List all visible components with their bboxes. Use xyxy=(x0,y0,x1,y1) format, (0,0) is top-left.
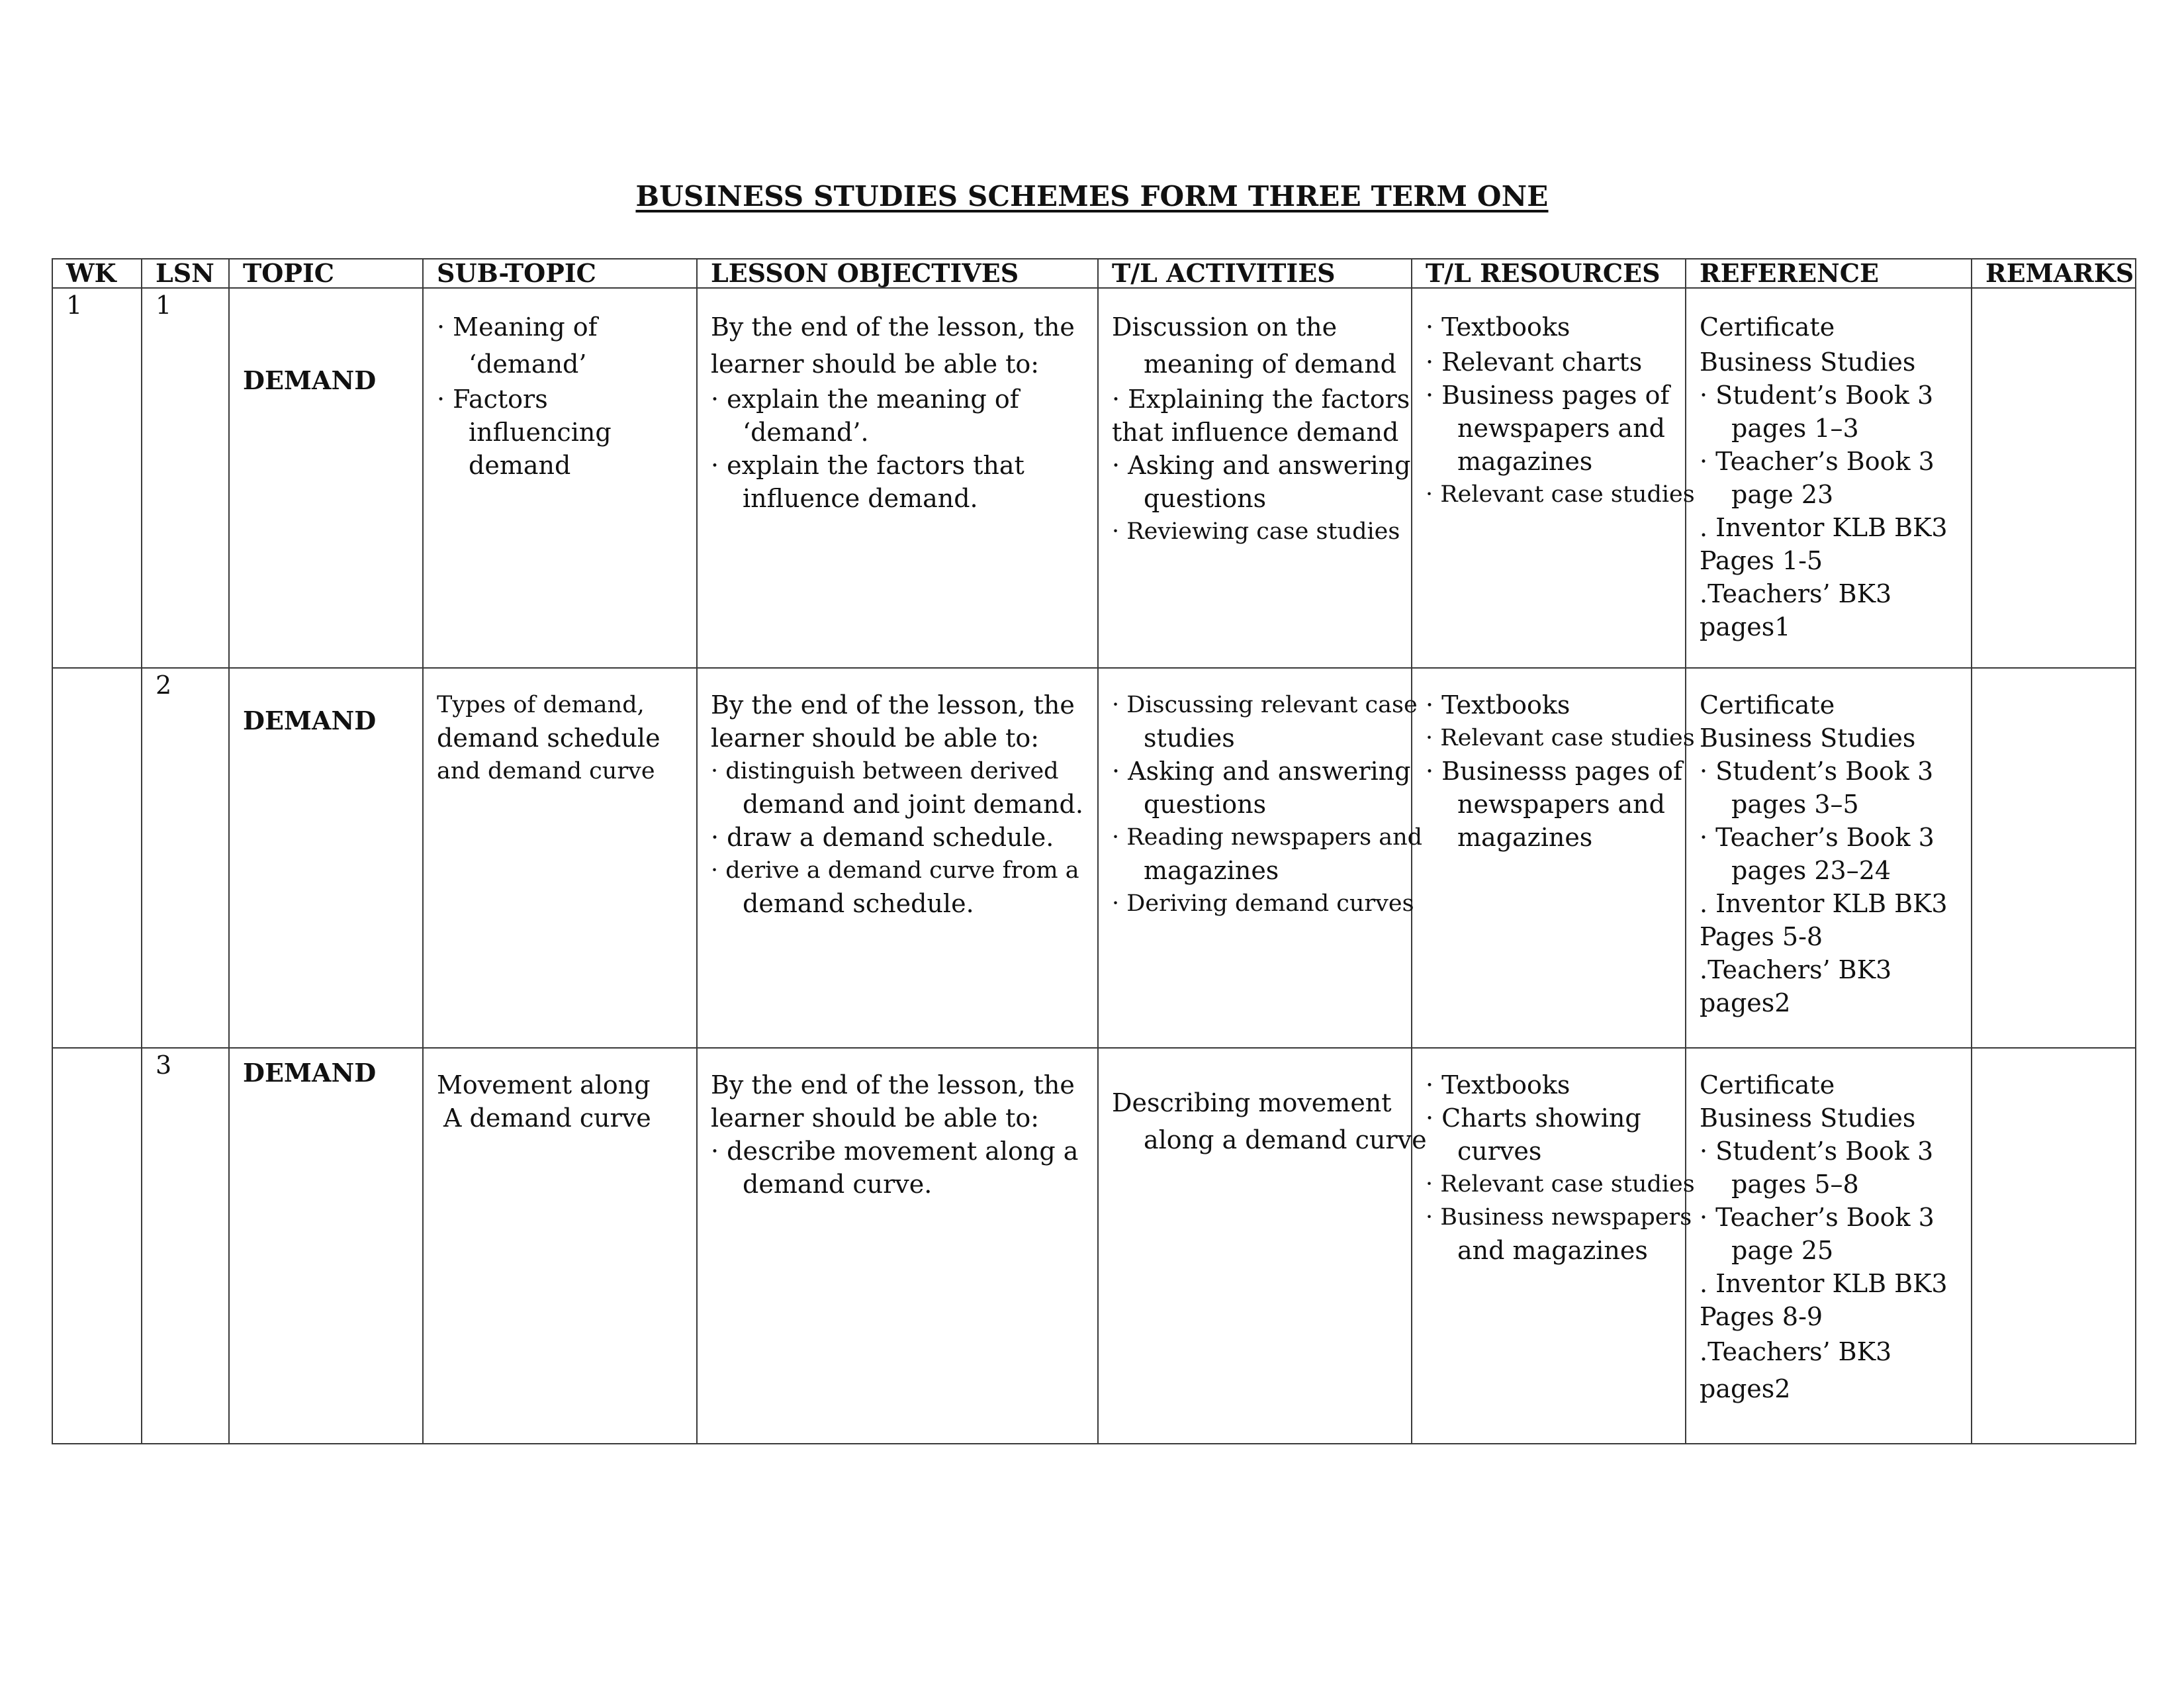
resource-line: · Businesss pages of xyxy=(1426,755,1672,788)
header-reference: REFERENCE xyxy=(1686,259,1972,288)
reference-line: . Inventor KLB BK3 xyxy=(1700,889,1948,918)
reference-line: .Teachers’ BK3 xyxy=(1700,579,1892,608)
objective-line: demand schedule. xyxy=(743,889,974,918)
reference-line: Pages 1-5 xyxy=(1700,546,1823,575)
resources-cell xyxy=(1412,1048,1695,1444)
reference-line: · Teacher’s Book 3 xyxy=(1700,445,1958,478)
table-row xyxy=(52,1048,2136,1444)
topic-text: DEMAND xyxy=(243,365,377,395)
header-row xyxy=(52,259,2136,288)
activity-line: · Deriving demand curves xyxy=(1112,887,1398,920)
activity-line: · Reviewing case studies xyxy=(1112,515,1398,548)
reference-line: pages2 xyxy=(1700,988,1791,1017)
activity-line: · Explaining the factors xyxy=(1112,383,1398,416)
objective-line: By the end of the lesson, the xyxy=(711,1070,1075,1100)
subtopic-line: influencing xyxy=(469,418,612,447)
activity-line: studies xyxy=(1144,724,1235,753)
resource-line: curves xyxy=(1457,1137,1542,1166)
subtopic-line: and demand curve xyxy=(437,758,655,784)
subtopic-line: ‘demand’ xyxy=(469,350,587,379)
activity-line: magazines xyxy=(1144,856,1279,885)
objectives-cell xyxy=(697,1048,1098,1444)
resource-line: · Charts showing xyxy=(1426,1102,1672,1135)
objective-line: · explain the meaning of xyxy=(711,383,1084,416)
subtopic-line: demand schedule xyxy=(437,724,660,753)
topic-cell xyxy=(229,1048,423,1444)
header-activities: T/L ACTIVITIES xyxy=(1098,259,1412,288)
week-cell: 1 xyxy=(52,288,142,668)
resource-line: · Business newspapers xyxy=(1426,1201,1672,1234)
resource-line: · Business pages of xyxy=(1426,379,1672,412)
subtopic-line: Movement along xyxy=(437,1070,651,1100)
subtopic-cell xyxy=(423,668,697,1048)
reference-line: Business Studies xyxy=(1700,724,1916,753)
resource-line: · Relevant case studies xyxy=(1426,478,1672,511)
reference-line: · Student’s Book 3 xyxy=(1700,1135,1958,1168)
activity-line: meaning of demand xyxy=(1144,350,1397,379)
objective-line: demand and joint demand. xyxy=(743,790,1083,819)
activity-line: along a demand curve xyxy=(1144,1125,1427,1154)
reference-line: . Inventor KLB BK3 xyxy=(1700,1269,1948,1298)
objective-line: learner should be able to: xyxy=(711,724,1040,753)
subtopic-line: demand xyxy=(469,451,571,480)
objectives-cell xyxy=(697,288,1098,668)
reference-line: Business Studies xyxy=(1700,1103,1916,1133)
reference-line: pages 5–8 xyxy=(1731,1170,1859,1199)
week-cell xyxy=(52,668,142,1048)
objective-line: · describe movement along a xyxy=(711,1135,1084,1168)
remarks-cell xyxy=(1972,668,2136,1048)
topic-text: DEMAND xyxy=(243,706,377,735)
subtopic-line: · Factors xyxy=(437,383,683,416)
objective-line: By the end of the lesson, the xyxy=(711,690,1075,720)
objective-line: demand curve. xyxy=(743,1170,933,1199)
objective-line: · draw a demand schedule. xyxy=(711,821,1084,854)
reference-cell xyxy=(1686,1048,1972,1444)
header-wk: WK xyxy=(52,259,142,288)
reference-line: Pages 8-9 xyxy=(1700,1302,1823,1331)
resource-line: · Textbooks xyxy=(1426,688,1672,722)
lesson-cell: 2 xyxy=(142,668,229,1048)
header-objectives: LESSON OBJECTIVES xyxy=(697,259,1098,288)
topic-text: DEMAND xyxy=(243,1058,377,1088)
scheme-table xyxy=(52,258,2136,1444)
objective-line: · explain the factors that xyxy=(711,449,1084,482)
objective-line: · derive a demand curve from a xyxy=(711,854,1084,887)
document-title: BUSINESS STUDIES SCHEMES FORM THREE TERM ONE xyxy=(635,180,1549,212)
header-resources: T/L RESOURCES xyxy=(1412,259,1686,288)
activity-line: that influence demand xyxy=(1112,418,1399,447)
activity-line: questions xyxy=(1144,790,1267,819)
remarks-cell xyxy=(1972,288,2136,668)
resource-line: newspapers and xyxy=(1457,790,1665,819)
objective-line: ‘demand’. xyxy=(743,418,869,447)
reference-cell xyxy=(1686,288,1972,668)
reference-line: .Teachers’ BK3 xyxy=(1700,1337,1892,1366)
reference-cell xyxy=(1686,668,1972,1048)
resource-line: · Textbooks xyxy=(1426,1068,1672,1102)
objective-line: learner should be able to: xyxy=(711,350,1040,379)
week-cell xyxy=(52,1048,142,1444)
reference-line: page 25 xyxy=(1731,1236,1834,1265)
reference-line: · Teacher’s Book 3 xyxy=(1700,821,1958,854)
reference-line: .Teachers’ BK3 xyxy=(1700,955,1892,984)
reference-line: · Teacher’s Book 3 xyxy=(1700,1201,1958,1234)
objective-line: learner should be able to: xyxy=(711,1103,1040,1133)
reference-line: · Student’s Book 3 xyxy=(1700,379,1958,412)
resource-line: · Relevant case studies xyxy=(1426,1168,1672,1201)
resource-line: magazines xyxy=(1457,823,1593,852)
resource-line: · Relevant charts xyxy=(1426,346,1672,379)
topic-cell xyxy=(229,668,423,1048)
reference-line: Pages 5-8 xyxy=(1700,922,1823,951)
reference-line: pages1 xyxy=(1700,612,1791,641)
activity-line: Describing movement xyxy=(1112,1088,1392,1117)
lesson-cell: 3 xyxy=(142,1048,229,1444)
objectives-cell xyxy=(697,668,1098,1048)
table-row xyxy=(52,668,2136,1048)
objective-line: By the end of the lesson, the xyxy=(711,312,1075,342)
topic-cell xyxy=(229,288,423,668)
activities-cell xyxy=(1098,288,1412,668)
activity-line: · Asking and answering xyxy=(1112,755,1398,788)
subtopic-line: Types of demand, xyxy=(437,692,645,718)
subtopic-cell xyxy=(423,288,697,668)
resources-cell xyxy=(1412,668,1695,1048)
resources-cell xyxy=(1412,288,1695,668)
header-remarks: REMARKS xyxy=(1972,259,2136,288)
reference-line: Certificate xyxy=(1700,312,1835,342)
header-lsn: LSN xyxy=(142,259,229,288)
lesson-cell: 1 xyxy=(142,288,229,668)
reference-line: Certificate xyxy=(1700,690,1835,720)
activities-cell xyxy=(1098,1048,1427,1444)
reference-line: · Student’s Book 3 xyxy=(1700,755,1958,788)
resource-line: magazines xyxy=(1457,447,1593,476)
reference-line: Business Studies xyxy=(1700,348,1916,377)
subtopic-line: A demand curve xyxy=(443,1103,651,1133)
resource-line: · Relevant case studies xyxy=(1426,722,1672,755)
remarks-cell xyxy=(1972,1048,2136,1444)
activity-line: Discussion on the xyxy=(1112,312,1338,342)
subtopic-cell xyxy=(423,1048,697,1444)
resource-line: · Textbooks xyxy=(1426,308,1672,346)
reference-line: pages 1–3 xyxy=(1731,414,1859,443)
reference-line: pages 3–5 xyxy=(1731,790,1859,819)
subtopic-line: · Meaning of xyxy=(437,308,683,346)
reference-line: pages2 xyxy=(1700,1374,1791,1403)
activity-line: · Asking and answering xyxy=(1112,449,1398,482)
reference-line: pages 23–24 xyxy=(1731,856,1891,885)
header-subtopic: SUB-TOPIC xyxy=(423,259,697,288)
activities-cell xyxy=(1098,668,1423,1048)
reference-line: . Inventor KLB BK3 xyxy=(1700,513,1948,542)
reference-line: page 23 xyxy=(1731,480,1834,509)
activity-line: questions xyxy=(1144,484,1267,513)
activity-line: · Discussing relevant case xyxy=(1112,688,1398,722)
header-topic: TOPIC xyxy=(229,259,423,288)
reference-line: Certificate xyxy=(1700,1070,1835,1100)
resource-line: newspapers and xyxy=(1457,414,1665,443)
table-row xyxy=(52,288,2136,668)
objective-line: influence demand. xyxy=(743,484,978,513)
objective-line: · distinguish between derived xyxy=(711,755,1084,788)
resource-line: and magazines xyxy=(1457,1236,1648,1265)
activity-line: · Reading newspapers and xyxy=(1112,821,1398,854)
